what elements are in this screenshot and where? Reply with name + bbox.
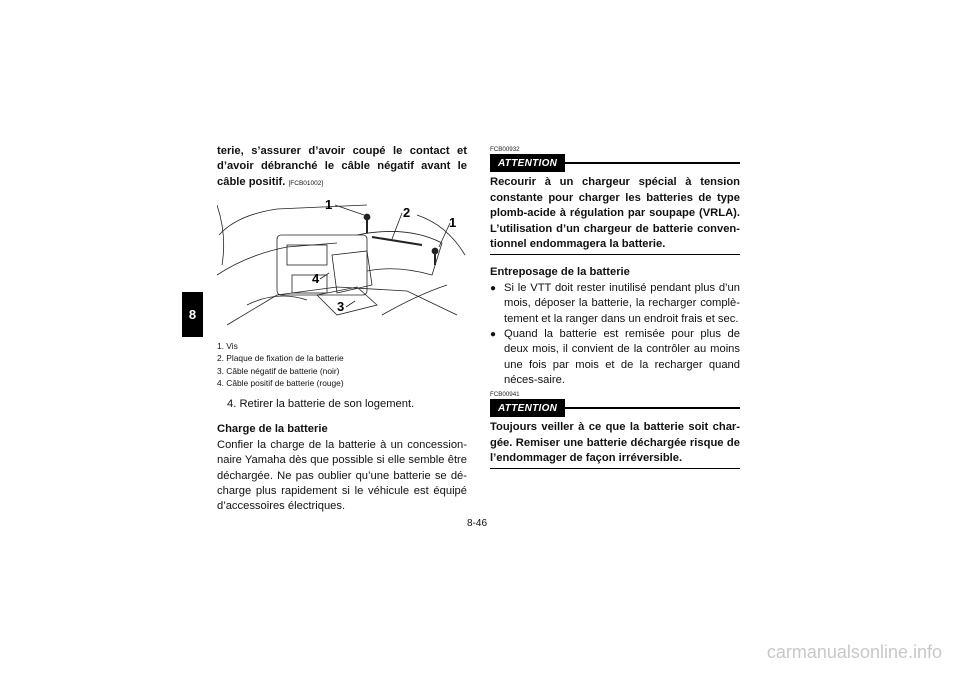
- watermark: carmanualsonline.info: [766, 642, 942, 662]
- callout-1a: 1: [325, 197, 333, 213]
- caption-item: 2. Plaque de fixation de la batterie: [217, 353, 344, 364]
- battery-illustration: [217, 195, 467, 338]
- figure-captions: [217, 340, 467, 389]
- chapter-tab: 8: [182, 292, 203, 337]
- charge-paragraph: Confier la charge de la batterie à un concession-naire Yamaha dès que possible si elle semble être déchargée. Ne pas oublier qu’une batterie se dé-charge plus rapidement si le véhicule est équipé d’accessoires électriques.: [217, 438, 467, 513]
- right-column: [490, 144, 740, 469]
- callout-3: 3: [337, 299, 345, 315]
- storage-list: [490, 281, 740, 389]
- page-number: 8-46: [467, 518, 488, 529]
- storage-heading: Entreposage de la batterie: [490, 266, 630, 279]
- caption-item: 3. Câble négatif de batterie (noir): [217, 365, 340, 376]
- caption-item: 1. Vis: [217, 341, 238, 352]
- attention2-rule: [565, 407, 740, 409]
- list-item: ● Quand la batterie est remisée pour plus de deux mois, il convient de la contrôler au moins une fois par mois et de la recharger quand néces-saire.: [490, 327, 740, 389]
- callout-4: 4: [312, 271, 320, 287]
- warning-code: [FCB01002]: [288, 179, 324, 187]
- attention1-code: FCB00932: [490, 146, 520, 153]
- attention1-header: [490, 154, 740, 172]
- charge-heading: Charge de la batterie: [217, 423, 328, 436]
- attention2-text: Toujours veiller à ce que la batterie soit char-gée. Remiser une batterie déchargée risque de l’endommager de façon irréversible.: [490, 420, 740, 469]
- callout-2: 2: [403, 205, 411, 221]
- caption-item: 4. Câble positif de batterie (rouge): [217, 377, 344, 388]
- left-column: [217, 144, 467, 515]
- warning-text: terie, s’assurer d’avoir coupé le contact et d’avoir débranché le câble négatif avant le câble positif.: [217, 145, 467, 188]
- warning-continuation: [217, 144, 467, 191]
- attention2-code: FCB00941: [490, 390, 520, 398]
- attention2-badge: ATTENTION: [490, 399, 565, 417]
- battery-diagram-svg: [217, 195, 467, 338]
- step-4: 4. Retirer la batterie de son logement.: [227, 398, 415, 411]
- list-item: ● Si le VTT doit rester inutilisé pendant plus d’un mois, déposer la batterie, la recharger complè-tement et la ranger dans un endroit frais et sec.: [490, 281, 740, 327]
- attention2-header: [490, 399, 740, 417]
- attention1-rule: [565, 162, 740, 164]
- attention1-text: Recourir à un chargeur spécial à tension constante pour charger les batteries de type plomb-acide à régulation par soupape (VRLA). L’utilisation d’un chargeur de batterie conven-tionnel endommagera la batterie.: [490, 175, 740, 255]
- attention1-badge: ATTENTION: [490, 154, 565, 172]
- callout-1b: 1: [449, 215, 457, 231]
